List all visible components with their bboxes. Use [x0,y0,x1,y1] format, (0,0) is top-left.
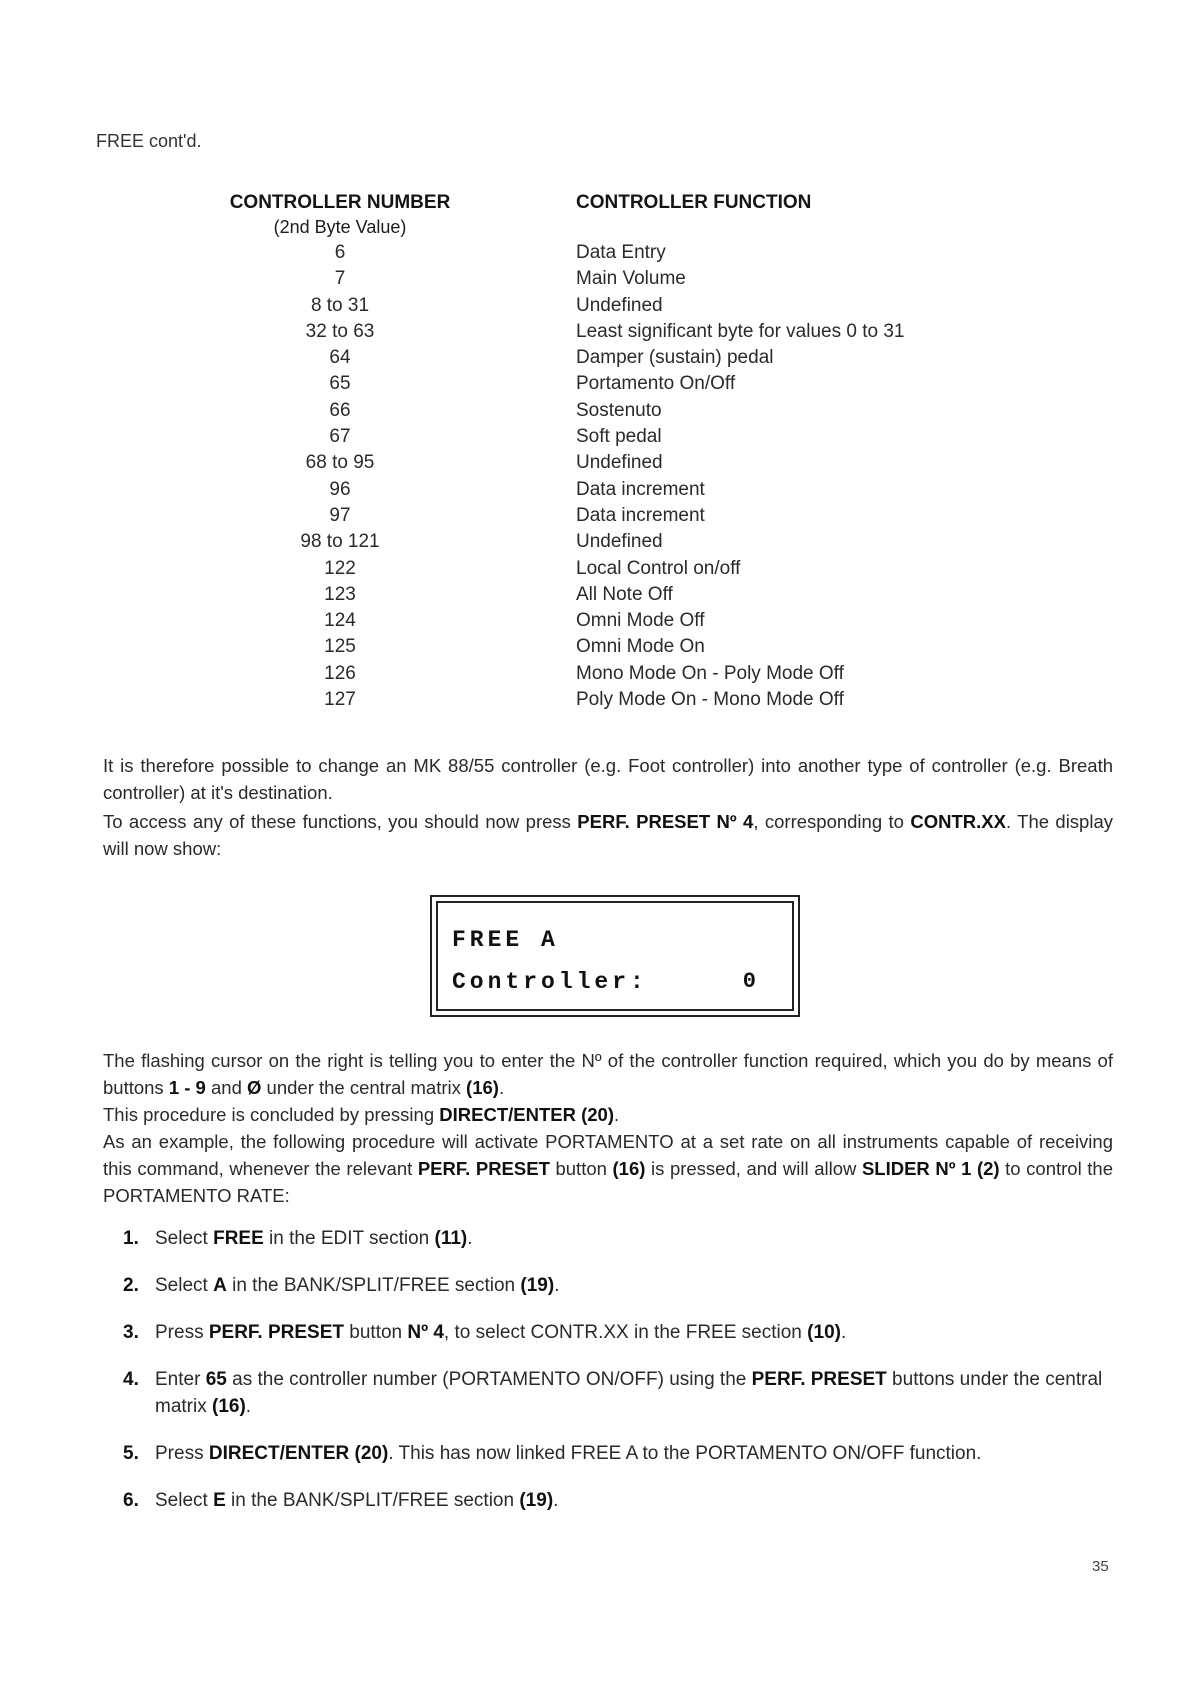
paragraph-flashing-cursor [103,1047,1113,1101]
text: Press [155,1322,209,1343]
emphasis: (10) [807,1322,841,1343]
step-number: 4. [123,1369,139,1390]
text: This procedure is concluded by pressing [103,1104,440,1125]
lcd-display [430,895,800,1017]
controller-number: 125 [324,636,356,658]
controller-number: 127 [324,689,356,711]
controller-number: 123 [324,583,356,605]
controller-function: Main Volume [576,268,686,290]
controller-number-heading: CONTROLLER NUMBER [229,192,451,213]
emphasis: Nº 4 [407,1322,444,1343]
paragraph-access-functions [103,808,1113,862]
paragraph-controller-change: It is therefore possible to change an MK 88/55 controller (e.g. Foot controller) into another type of controller (e.g. Breath controller) at it's destination. [103,755,1113,803]
step-text [155,1272,1113,1299]
step-number: 3. [123,1322,139,1343]
controller-number: 67 [329,426,351,448]
controller-function-list [576,240,996,713]
text: to control the PORTAMENTO RATE: [103,1158,1114,1206]
emphasis: (16) [612,1158,646,1179]
text: under the central matrix [261,1077,467,1098]
emphasis: 1 - 9 [168,1077,206,1098]
text: . [245,1396,252,1417]
controller-function: Local Control on/off [576,557,741,579]
text: Press [155,1443,209,1464]
text: . [614,1104,620,1125]
step-number: 6. [123,1490,139,1511]
controller-number: 97 [329,504,351,526]
controller-function: Data increment [576,478,705,500]
text: in the BANK/SPLIT/FREE section [225,1490,520,1511]
emphasis: DIRECT/ENTER (20) [208,1443,389,1464]
text: The flashing cursor on the right is telling you to enter the Nº of the controller function required, which you do by means of buttons [103,1050,1113,1098]
controller-function: Poly Mode On - Mono Mode Off [576,689,844,711]
text: Enter [155,1369,206,1390]
text: button [344,1322,408,1343]
emphasis: (19) [519,1490,554,1511]
step-text [155,1440,1113,1467]
text: Select [155,1275,214,1296]
text: button [549,1158,613,1179]
controller-function: Least significant byte for values 0 to 31 [576,320,905,342]
lcd-controller-value: 0 [742,969,756,994]
text: , corresponding to [753,811,911,832]
controller-function: Soft pedal [576,426,662,448]
lcd-line-1: FREE A [452,927,559,953]
emphasis: CONTR.XX [910,811,1006,832]
emphasis: (16) [466,1077,499,1098]
emphasis: PERF. PRESET Nº 4 [577,811,754,832]
controller-function: Undefined [576,294,663,316]
emphasis: (16) [212,1396,246,1417]
text: . [467,1228,473,1249]
controller-function: Omni Mode On [576,636,705,658]
controller-function: Damper (sustain) pedal [576,347,774,369]
controller-number: 8 to 31 [310,294,370,316]
step-number: 5. [123,1443,139,1464]
lcd-display-inner [436,901,794,1011]
controller-number-list [210,240,470,713]
emphasis: A [213,1275,227,1296]
emphasis: 65 [205,1369,227,1390]
page-header: FREE cont'd. [96,131,202,151]
text: buttons under the central matrix [155,1369,1103,1417]
emphasis: E [213,1490,226,1511]
controller-number: 98 to 121 [300,531,380,553]
text: As an example, the following procedure will activate PORTAMENTO at a set rate on all instruments capable of receiving this command, whenever the relevant [103,1131,1113,1179]
controller-function-heading: CONTROLLER FUNCTION [576,192,812,213]
controller-function: Sostenuto [576,399,662,421]
step-text [155,1487,1113,1514]
text: in the BANK/SPLIT/FREE section [226,1275,521,1296]
emphasis: SLIDER Nº 1 (2) [861,1158,1000,1179]
text: in the EDIT section [263,1228,435,1249]
text: . This has now linked FREE A to the PORTAMENTO ON/OFF function. [388,1443,982,1464]
lcd-line-2: Controller: [452,969,648,995]
controller-number-subheading: (2nd Byte Value) [273,217,407,237]
text: . The display will now show: [103,811,1113,859]
controller-number: 122 [324,557,356,579]
step-text [155,1225,1113,1252]
controller-number: 126 [324,662,356,684]
controller-number-column [210,190,470,713]
emphasis: FREE [213,1228,264,1249]
text: . [553,1490,559,1511]
text: Select [155,1490,214,1511]
controller-function: Undefined [576,531,663,553]
emphasis: DIRECT/ENTER (20) [439,1104,615,1125]
text: , to select CONTR.XX in the FREE section [443,1322,808,1343]
emphasis: Ø [247,1077,262,1098]
controller-number: 6 [334,242,346,263]
controller-number: 96 [329,478,351,500]
procedure-step [123,1440,1113,1467]
controller-function-column [576,190,996,713]
emphasis: (11) [434,1228,468,1249]
paragraph-procedure-concluded [103,1101,1113,1128]
text: as the controller number (PORTAMENTO ON/OFF) using the [226,1369,752,1390]
procedure-step [123,1366,1113,1420]
controller-function: Mono Mode On - Poly Mode Off [576,662,844,684]
text: is pressed, and will allow [645,1158,862,1179]
text: Select [155,1228,214,1249]
controller-number: 124 [324,610,356,632]
emphasis: PERF. PRESET [208,1322,345,1343]
step-number: 2. [123,1275,139,1296]
text: . [840,1322,847,1343]
emphasis: (19) [520,1275,555,1296]
procedure-steps [123,1225,1113,1534]
text: . [498,1077,505,1098]
procedure-step [123,1319,1113,1346]
step-text [155,1319,1113,1346]
controller-number: 64 [329,347,351,369]
procedure-step [123,1272,1113,1299]
emphasis: PERF. PRESET [751,1369,887,1390]
controller-function: Data increment [576,504,705,526]
controller-number: 7 [334,268,346,290]
emphasis: PERF. PRESET [417,1158,550,1179]
page-number: 35 [1092,1558,1109,1575]
step-number: 1. [123,1228,139,1249]
step-text [155,1366,1113,1420]
controller-function: Omni Mode Off [576,610,705,632]
text: To access any of these functions, you should now press [103,811,578,832]
controller-number: 68 to 95 [305,452,375,474]
controller-number: 32 to 63 [305,320,375,342]
controller-number: 65 [329,373,351,395]
controller-function: All Note Off [576,583,673,605]
procedure-step [123,1225,1113,1252]
controller-function: Undefined [576,452,663,474]
text: . [554,1275,560,1296]
text: and [205,1077,248,1098]
controller-function: Data Entry [576,242,666,263]
controller-function: Portamento On/Off [576,373,736,395]
paragraph-example [103,1128,1113,1209]
controller-number: 66 [329,399,351,421]
procedure-step [123,1487,1113,1514]
